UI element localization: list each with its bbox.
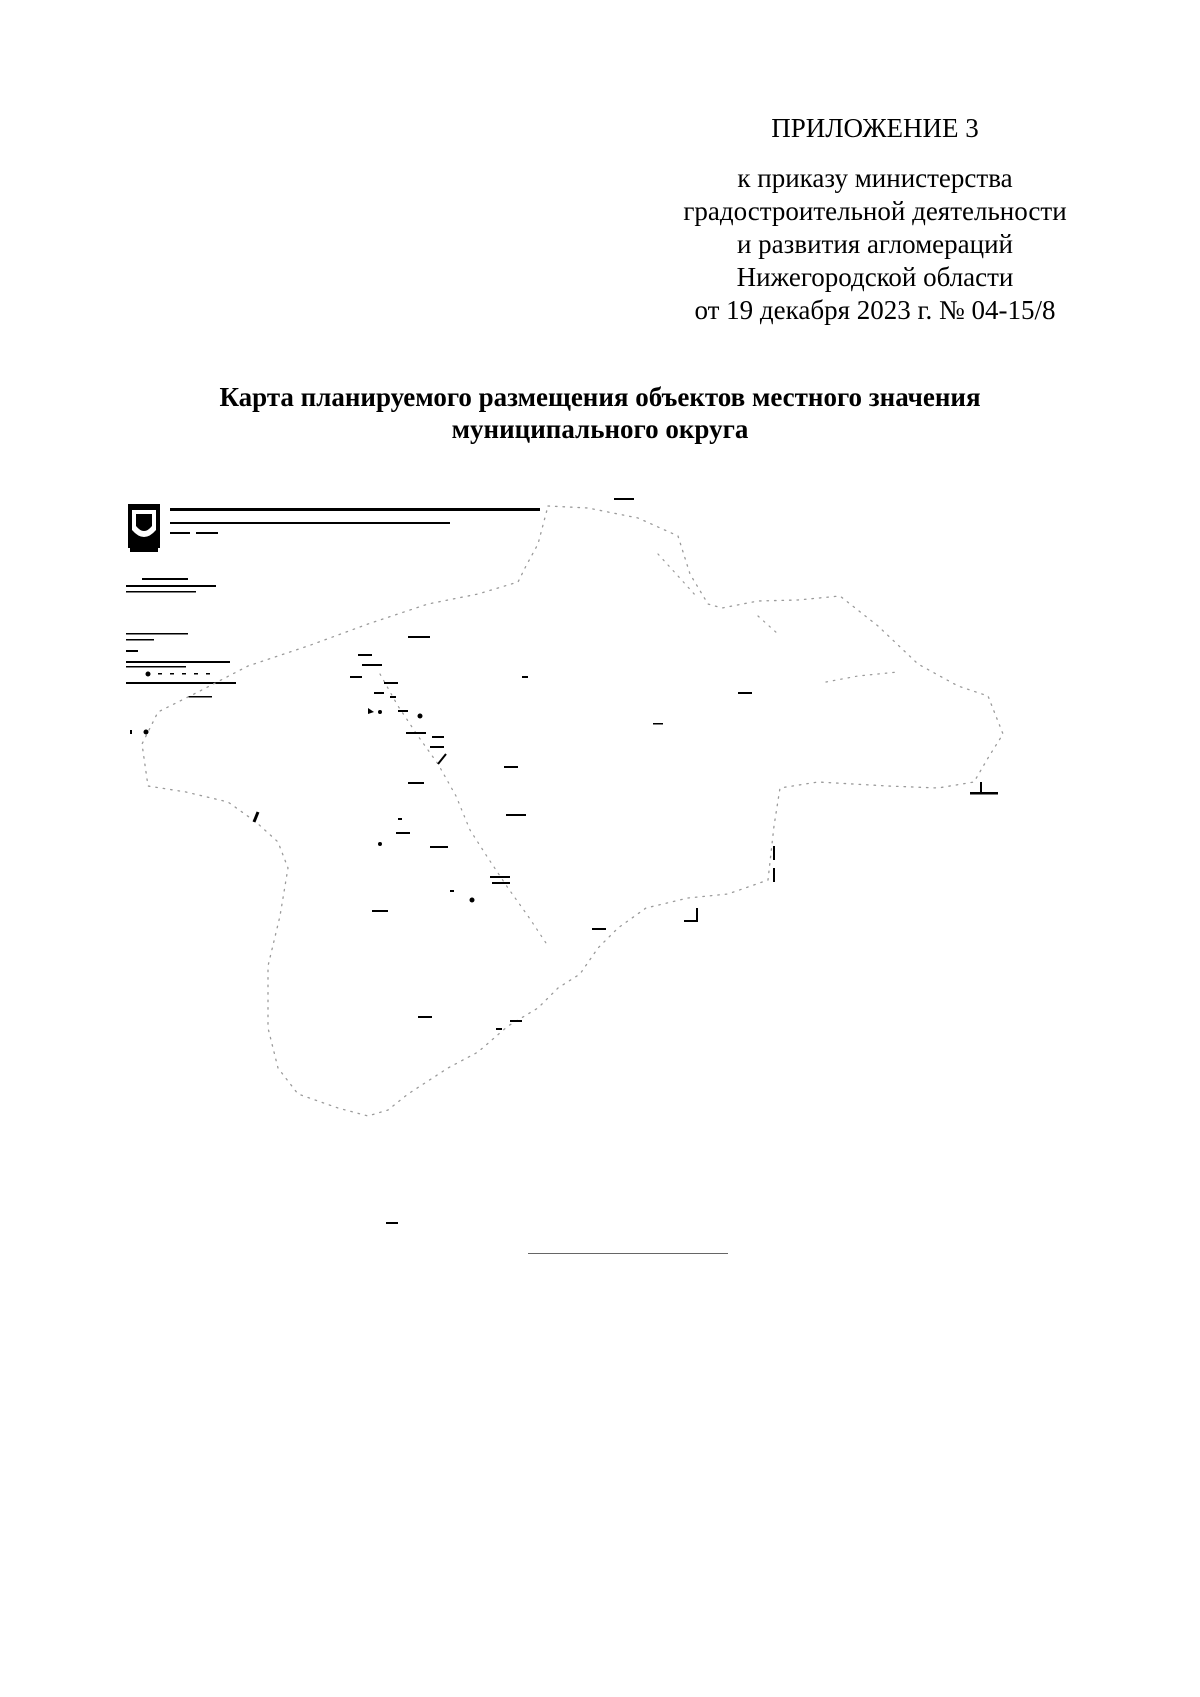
end-rule: [528, 1253, 728, 1254]
appendix-line-3: и развития агломераций: [736, 229, 1013, 259]
map-image: [118, 496, 1100, 1226]
appendix-block: [640, 112, 1110, 327]
coat-of-arms-icon: [128, 504, 160, 552]
appendix-line-5: от 19 декабря 2023 г. № 04-15/8: [694, 295, 1056, 325]
map-svg: [118, 496, 1100, 1226]
appendix-title: ПРИЛОЖЕНИЕ 3: [771, 113, 979, 143]
legend-header-marks: [170, 508, 540, 534]
document-title-line-1: Карта планируемого размещения объектов местного значения: [219, 382, 981, 412]
legend-block-marks: [126, 578, 236, 735]
district-boundary: [142, 506, 1003, 1116]
appendix-line-2: градостроительной деятельности: [683, 196, 1067, 226]
document-title-line-2: муниципального округа: [451, 414, 749, 444]
appendix-line-1: к приказу министерства: [737, 163, 1013, 193]
inner-lines: [380, 554, 898, 946]
document-title: [100, 381, 1100, 445]
appendix-line-4: Нижегородской области: [736, 262, 1014, 292]
